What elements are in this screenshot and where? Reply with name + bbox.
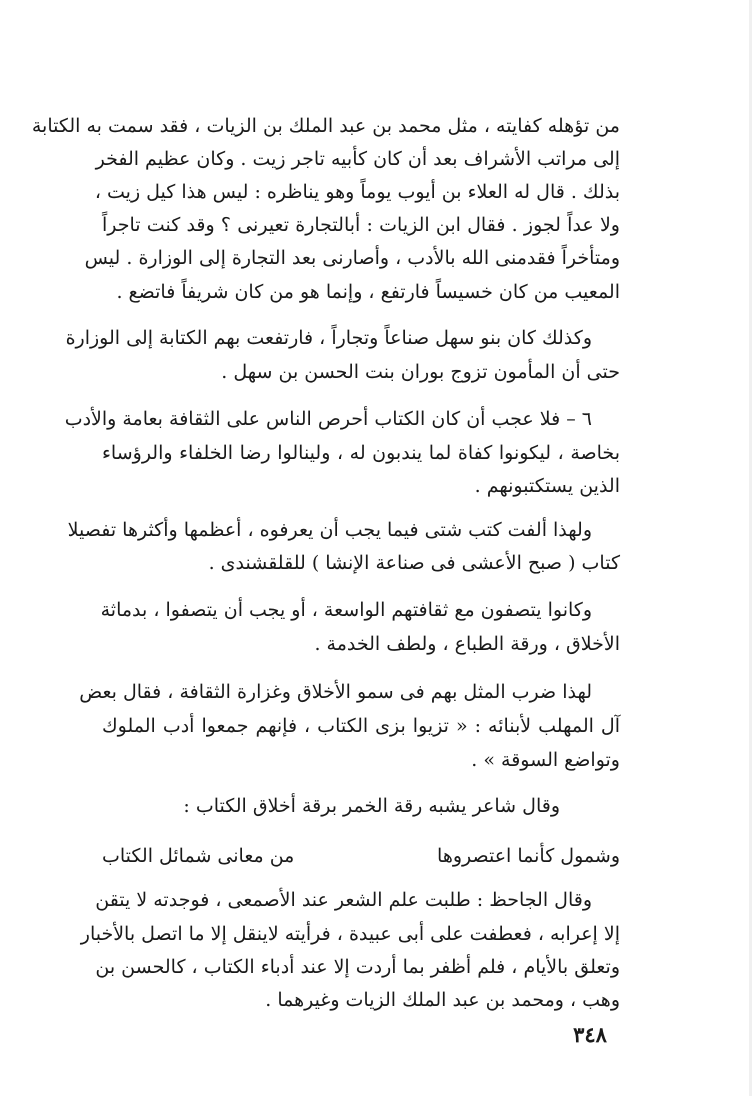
verse-first-hemistich: وشمول كأنما اعتصروها (437, 845, 620, 867)
text-line: ولا عداً لجوز . فقال ابن الزيات : أبالتجارة تعيرنى ؟ وقد كنت تاجراً (102, 214, 620, 236)
text-line: وتواضع السوقة » . (471, 749, 620, 771)
text-line: من تؤهله كفايته ، مثل محمد بن عبد الملك بن الزيات ، فقد سمت به الكتابة (31, 115, 620, 137)
text-line: إلى مراتب الأشراف بعد أن كان كأبيه تاجر زيت . وكان عظيم الفخر (95, 148, 620, 170)
text-line: وتعلق بالأيام ، فلم أظفر بما أردت إلا عند أدباء الكتاب ، كالحسن بن (95, 956, 620, 978)
text-line: المعيب من كان خسيساً فارتفع ، وإنما هو من كان شريفاً فاتضع . (116, 281, 620, 303)
text-line: حتى أن المأمون تزوج بوران بنت الحسن بن سهل . (221, 361, 620, 383)
poem-verse (102, 842, 620, 870)
text-line: بخاصة ، ليكونوا كفاة لما يندبون له ، ولينالوا رضا الخلفاء والرؤساء (102, 442, 620, 464)
text-line: كتاب ( صبح الأعشى فى صناعة الإنشا ) للقلقشندى . (208, 552, 620, 574)
text-line: وهب ، ومحمد بن عبد الملك الزيات وغيرهما . (265, 989, 620, 1011)
text-line: ومتأخراً فقدمنى الله بالأدب ، وأصارنى بعد التجارة إلى الوزارة . ليس (84, 247, 620, 269)
text-line: وقال الجاحظ : طلبت علم الشعر عند الأصمعى ، فوجدته لا يتقن (95, 889, 592, 911)
text-line: آل المهلب لأبنائه : « تزيوا بزى الكتاب ، فإنهم جمعوا أدب الملوك (102, 715, 620, 737)
page-number: ٣٤٨ (573, 1022, 607, 1047)
text-line: ٦ – فلا عجب أن كان الكتاب أحرص الناس على الثقافة بعامة والأدب (64, 408, 592, 430)
text-line: ولهذا ألفت كتب شتى فيما يجب أن يعرفوه ، أعظمها وأكثرها تفصيلا (67, 519, 592, 541)
text-line: وكذلك كان بنو سهل صناعاً وتجاراً ، فارتفعت بهم الكتابة إلى الوزارة (65, 327, 592, 349)
text-line: وكانوا يتصفون مع ثقافتهم الواسعة ، أو يجب أن يتصفوا ، بدماثة (100, 599, 592, 621)
text-line: الأخلاق ، ورقة الطباع ، ولطف الخدمة . (314, 633, 620, 655)
text-line: إلا إعرابه ، فعطفت على أبى عبيدة ، فرأيته لاينقل إلا ما اتصل بالأخبار (80, 923, 620, 945)
text-line: بذلك . قال له العلاء بن أيوب يوماً وهو يناظره : ليس هذا كيل زيت ، (94, 181, 620, 203)
verse-intro: وقال شاعر يشبه رقة الخمر برقة أخلاق الكتاب : (183, 795, 560, 817)
verse-second-hemistich: من معانى شمائل الكتاب (102, 845, 295, 867)
text-line: لهذا ضرب المثل بهم فى سمو الأخلاق وغزارة الثقافة ، فقال بعض (79, 681, 592, 703)
text-line: الذين يستكتبونهم . (474, 475, 620, 497)
